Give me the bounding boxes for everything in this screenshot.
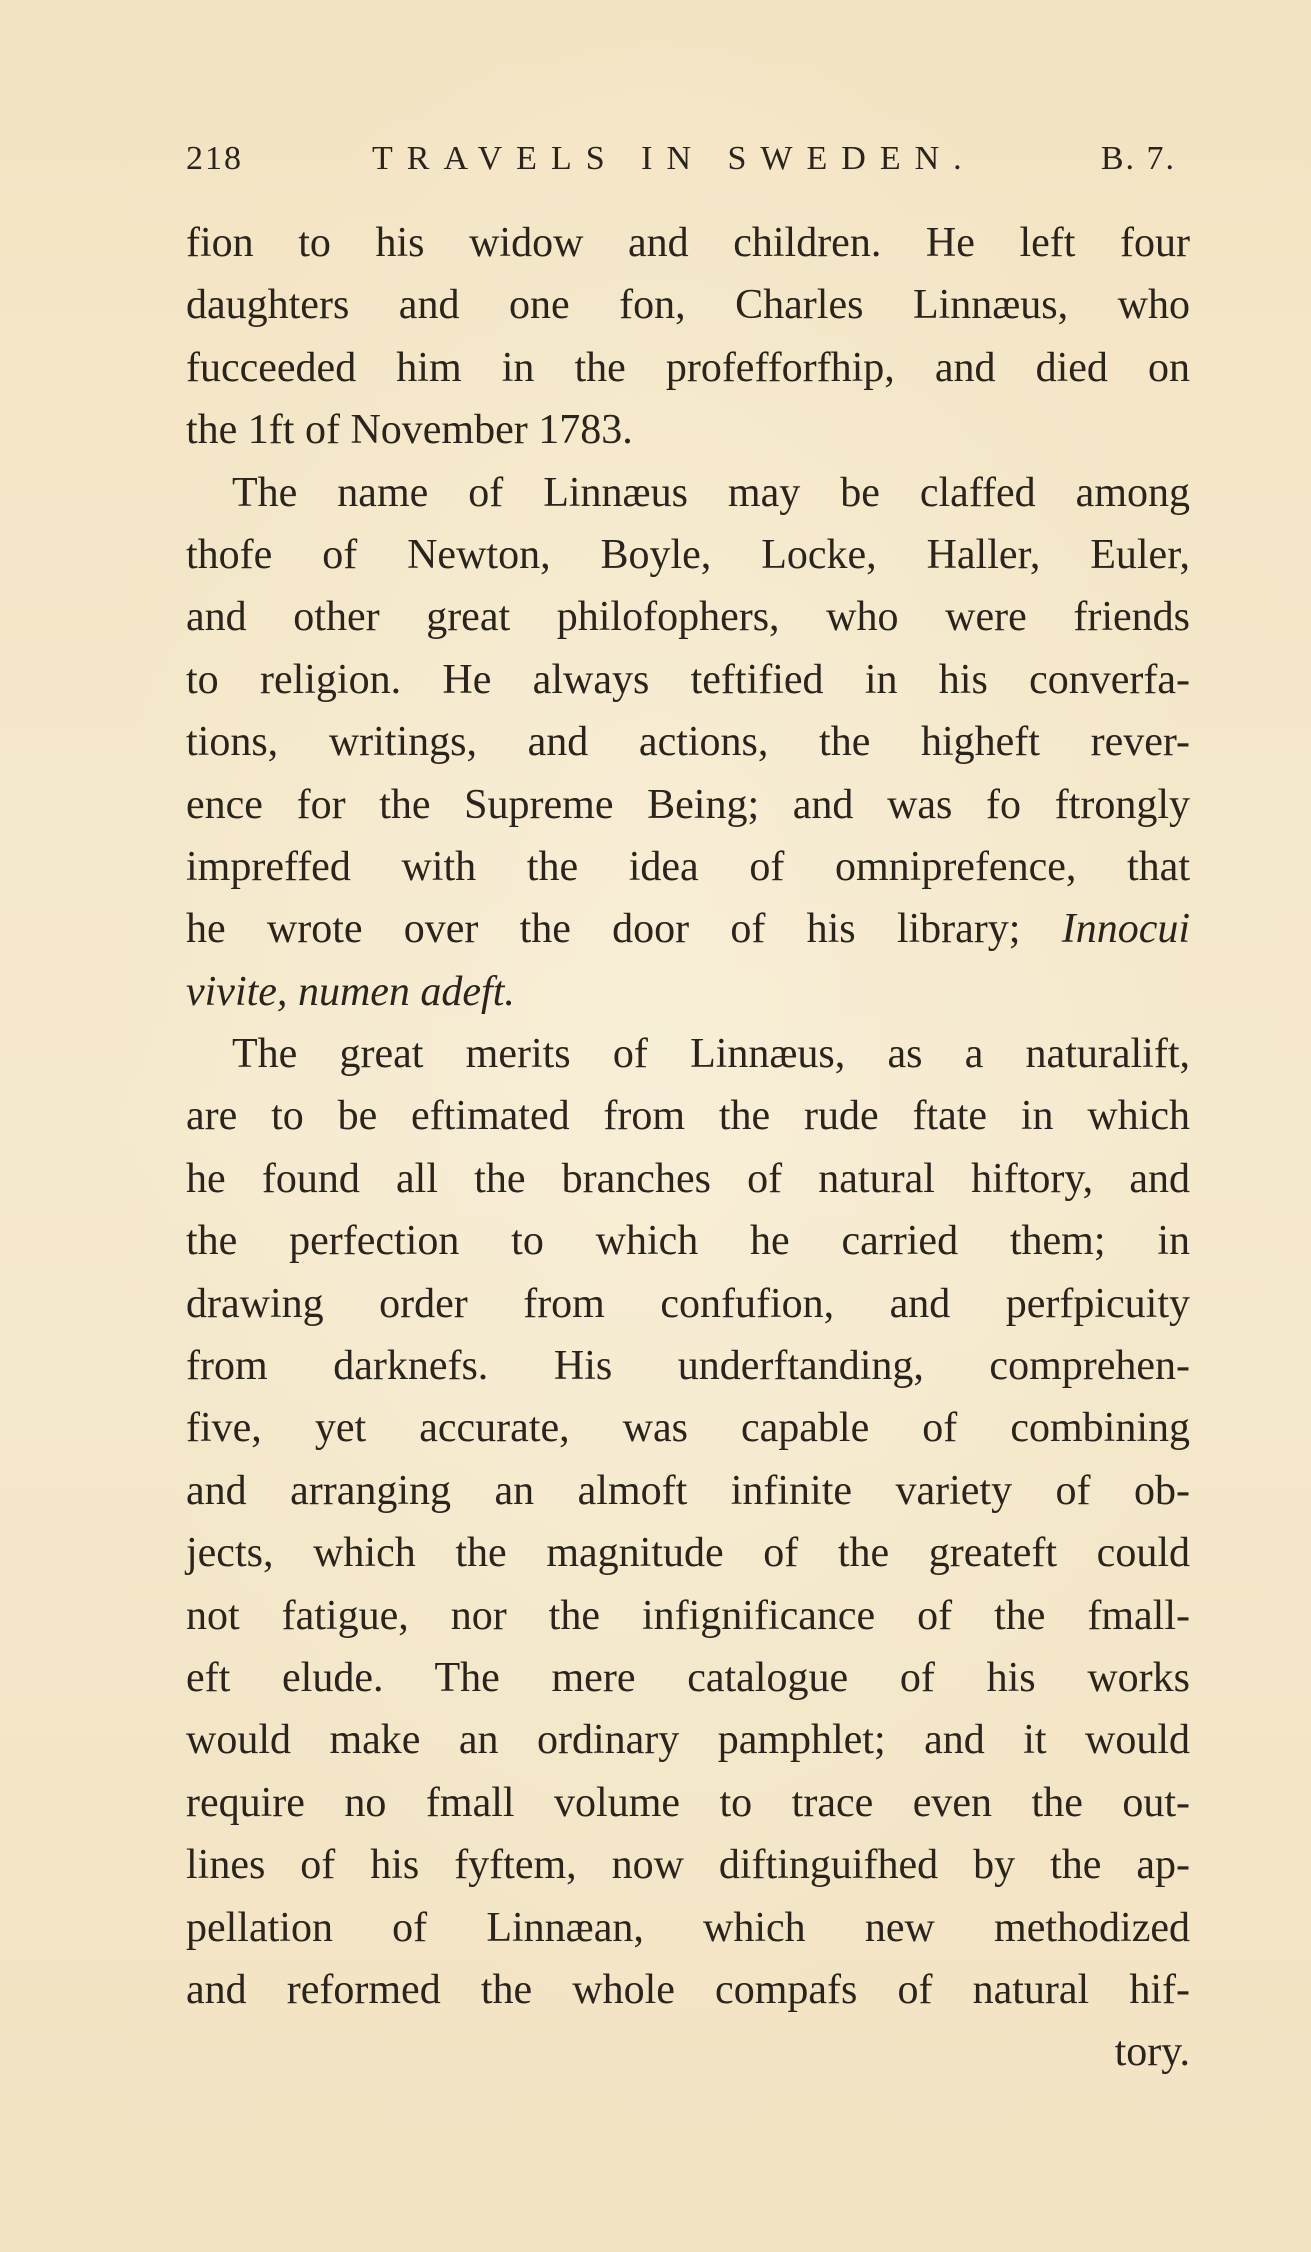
text-line: the perfection to which he carried them; in [186,1218,1190,1265]
text-line: drawing order from confufion, and perfpicuity [186,1280,1190,1327]
text-line-with-quote [186,898,1190,960]
text-line: to religion. He always teftified in his converfa- [186,656,1190,703]
text-line: are to be eftimated from the rude ftate in which [186,1093,1190,1140]
text-line: not fatigue, nor the infignificance of the fmall- [186,1592,1190,1639]
text-line: require no fmall volume to trace even the out- [186,1779,1190,1826]
text-line: impreffed with the idea of omniprefence, that [186,843,1190,890]
text-line: jects, which the magnitude of the greateft could [186,1530,1190,1577]
catchword: tory. [1114,2029,1190,2076]
latin-quote-numen: numen adeft. [297,968,515,1015]
text-line: pellation of Linnæan, which new methodized [186,1904,1190,1951]
text-line: eft elude. The mere catalogue of his works [186,1654,1190,1701]
text-line: would make an ordinary pamphlet; and it would [186,1717,1190,1764]
text-line: fion to his widow and children. He left four [186,220,1190,266]
latin-quote-innocui: Innocui [1061,906,1190,953]
text-line: and other great philofophers, who were friends [186,594,1190,641]
running-head [186,140,1176,190]
text-line: lines of his fyftem, now diftinguifhed by the ap- [186,1842,1190,1889]
text-line: tions, writings, and actions, the higheft rever- [186,719,1190,766]
running-title: TRAVELS IN SWEDEN. [372,140,976,177]
text-line: five, yet accurate, was capable of combining [186,1405,1190,1452]
text-line: The great merits of Linnæus, as a naturalift, [232,1031,1190,1078]
text-line: fucceeded him in the profefforfhip, and died on [186,344,1190,391]
text-fragment: he wrote over the door of his library; [186,906,1021,953]
text-line: and arranging an almoft infinite variety of ob- [186,1467,1190,1514]
body-text [186,212,1190,2084]
text-line: the 1ft of November 1783. [186,407,633,454]
page-number: 218 [186,140,243,177]
book-reference: B. 7. [1100,140,1176,177]
text-line: The name of Linnæus may be claffed among [232,469,1190,516]
text-line-latin [186,961,1190,1023]
text-line: ence for the Supreme Being; and was fo ftrongly [186,781,1190,828]
text-line: thofe of Newton, Boyle, Locke, Haller, Euler, [186,531,1190,578]
text-line: from darknefs. His underftanding, comprehen- [186,1343,1190,1390]
text-line: and reformed the whole compafs of natural hif- [186,1966,1190,2013]
latin-quote-vivite: vivite, [186,968,288,1015]
text-line: he found all the branches of natural hiftory, and [186,1155,1190,1202]
text-line: daughters and one fon, Charles Linnæus, who [186,282,1190,329]
